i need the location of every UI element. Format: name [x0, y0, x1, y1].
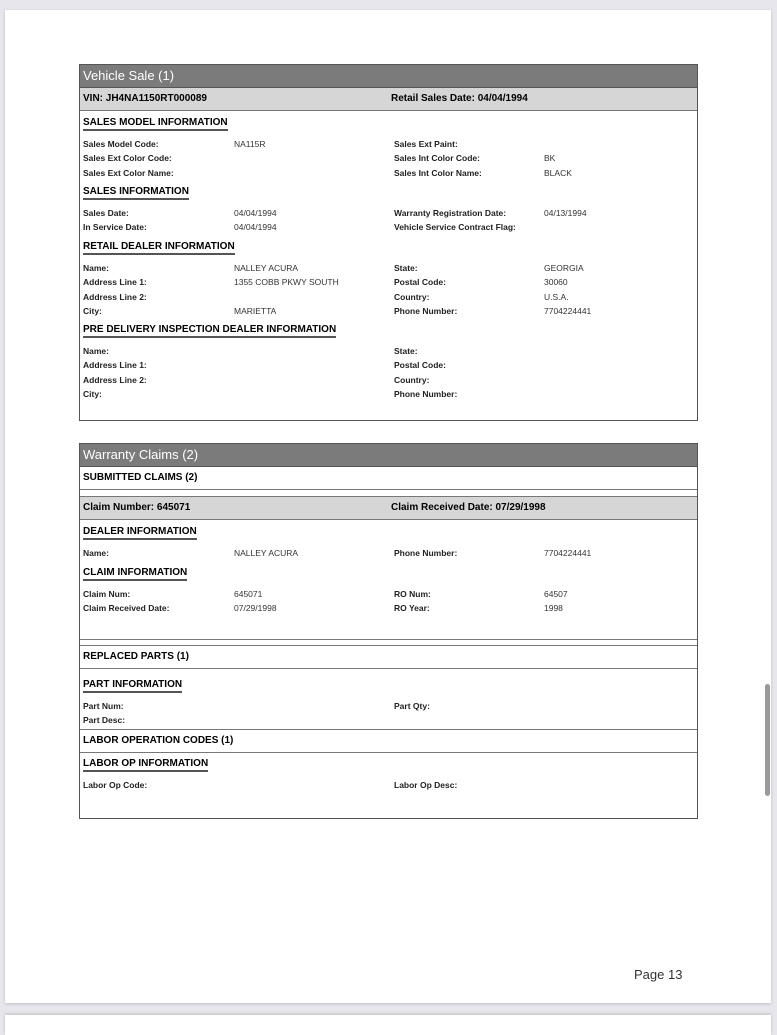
pdi-dealer-fields — [80, 338, 697, 398]
field-label: Sales Ext Paint: — [394, 139, 458, 149]
field-value: 1355 COBB PKWY SOUTH — [234, 277, 339, 288]
field-label: Address Line 2: — [83, 291, 147, 302]
submitted-claims-row: SUBMITTED CLAIMS (2) — [80, 467, 697, 490]
field-value: 1998 — [544, 603, 563, 614]
field-label: State: — [394, 263, 418, 273]
field-label: Part Desc: — [83, 715, 126, 726]
field-label: Labor Op Desc: — [394, 780, 458, 790]
field-label: Labor Op Code: — [83, 780, 148, 790]
field-label: Vehicle Service Contract Flag: — [394, 222, 516, 233]
claim-number: Claim Number: 645071 — [83, 502, 191, 513]
part-info-heading: PART INFORMATION — [83, 679, 182, 693]
field-label: In Service Date: — [83, 222, 147, 233]
field-value: 07/29/1998 — [234, 603, 277, 614]
retail-sales-date: Retail Sales Date: 04/04/1994 — [391, 93, 528, 104]
field-label: Name: — [83, 548, 109, 558]
field-label: Country: — [394, 374, 430, 385]
field-label: RO Year: — [394, 603, 430, 614]
claim-received-date: Claim Received Date: 07/29/1998 — [391, 502, 546, 513]
field-label: Sales Ext Color Code: — [83, 153, 172, 164]
field-label: Name: — [83, 263, 109, 273]
field-value: NALLEY ACURA — [234, 548, 299, 558]
dealer-info-fields — [80, 540, 697, 562]
field-label: Address Line 1: — [83, 360, 147, 371]
field-label: Phone Number: — [394, 305, 458, 316]
field-label: Country: — [394, 291, 430, 302]
next-document-page — [5, 1015, 771, 1035]
field-label: RO Num: — [394, 589, 431, 599]
field-value: 7704224441 — [544, 548, 592, 558]
field-label: Postal Code: — [394, 277, 446, 288]
field-label: State: — [394, 346, 418, 356]
warranty-claims-section — [79, 443, 698, 819]
field-value: BLACK — [544, 167, 572, 178]
field-label: Part Qty: — [394, 701, 430, 711]
page-number: Page 13 — [634, 967, 683, 982]
field-value: GEORGIA — [544, 263, 584, 273]
labor-info-heading: LABOR OP INFORMATION — [83, 758, 208, 772]
field-label: Warranty Registration Date: — [394, 208, 507, 218]
dealer-info-heading: DEALER INFORMATION — [83, 526, 197, 540]
section-title: Warranty Claims (2) — [80, 444, 697, 467]
field-label: Phone Number: — [394, 548, 458, 558]
field-value: 7704224441 — [544, 305, 592, 316]
labor-info-fields — [80, 772, 697, 796]
retail-dealer-heading: RETAIL DEALER INFORMATION — [83, 241, 235, 255]
field-label: Part Num: — [83, 701, 124, 711]
vin-band — [80, 88, 697, 111]
field-value: 04/04/1994 — [234, 208, 277, 218]
field-value: U.S.A. — [544, 291, 569, 302]
field-label: Postal Code: — [394, 360, 446, 371]
field-label: City: — [83, 388, 102, 399]
section-title: Vehicle Sale (1) — [80, 65, 697, 88]
field-label: Address Line 2: — [83, 374, 147, 385]
scrollbar-thumb[interactable] — [765, 684, 770, 796]
vin: VIN: JH4NA1150RT000089 — [83, 93, 207, 104]
field-value: 04/04/1994 — [234, 222, 277, 233]
sales-model-heading: SALES MODEL INFORMATION — [83, 117, 228, 131]
field-label: Sales Int Color Code: — [394, 153, 480, 164]
sales-info-heading: SALES INFORMATION — [83, 186, 189, 200]
field-label: Name: — [83, 346, 109, 356]
field-value: 64507 — [544, 589, 568, 599]
sales-model-fields — [80, 131, 697, 181]
part-info-fields — [80, 693, 697, 730]
claim-info-heading: CLAIM INFORMATION — [83, 567, 187, 581]
field-value: 30060 — [544, 277, 568, 288]
pdi-dealer-heading: PRE DELIVERY INSPECTION DEALER INFORMATION — [83, 324, 336, 338]
field-value: BK — [544, 153, 556, 164]
field-label: Claim Received Date: — [83, 603, 170, 614]
field-value: 645071 — [234, 589, 263, 599]
labor-codes-row: LABOR OPERATION CODES (1) — [80, 730, 697, 753]
field-value: 04/13/1994 — [544, 208, 587, 218]
field-value: NA115R — [234, 139, 266, 149]
claim-band — [80, 497, 697, 520]
retail-dealer-fields — [80, 255, 697, 319]
sales-info-fields — [80, 200, 697, 236]
field-label: Address Line 1: — [83, 277, 147, 288]
field-label: Phone Number: — [394, 388, 458, 399]
replaced-parts-row: REPLACED PARTS (1) — [80, 646, 697, 669]
field-label: Sales Ext Color Name: — [83, 167, 174, 178]
claim-info-fields — [80, 581, 697, 640]
field-value: NALLEY ACURA — [234, 263, 299, 273]
field-label: City: — [83, 305, 102, 316]
field-label: Claim Num: — [83, 589, 131, 599]
field-label: Sales Int Color Name: — [394, 167, 482, 178]
field-label: Sales Date: — [83, 208, 129, 218]
vehicle-sale-section — [79, 64, 698, 421]
field-value: MARIETTA — [234, 305, 277, 316]
field-label: Sales Model Code: — [83, 139, 159, 149]
